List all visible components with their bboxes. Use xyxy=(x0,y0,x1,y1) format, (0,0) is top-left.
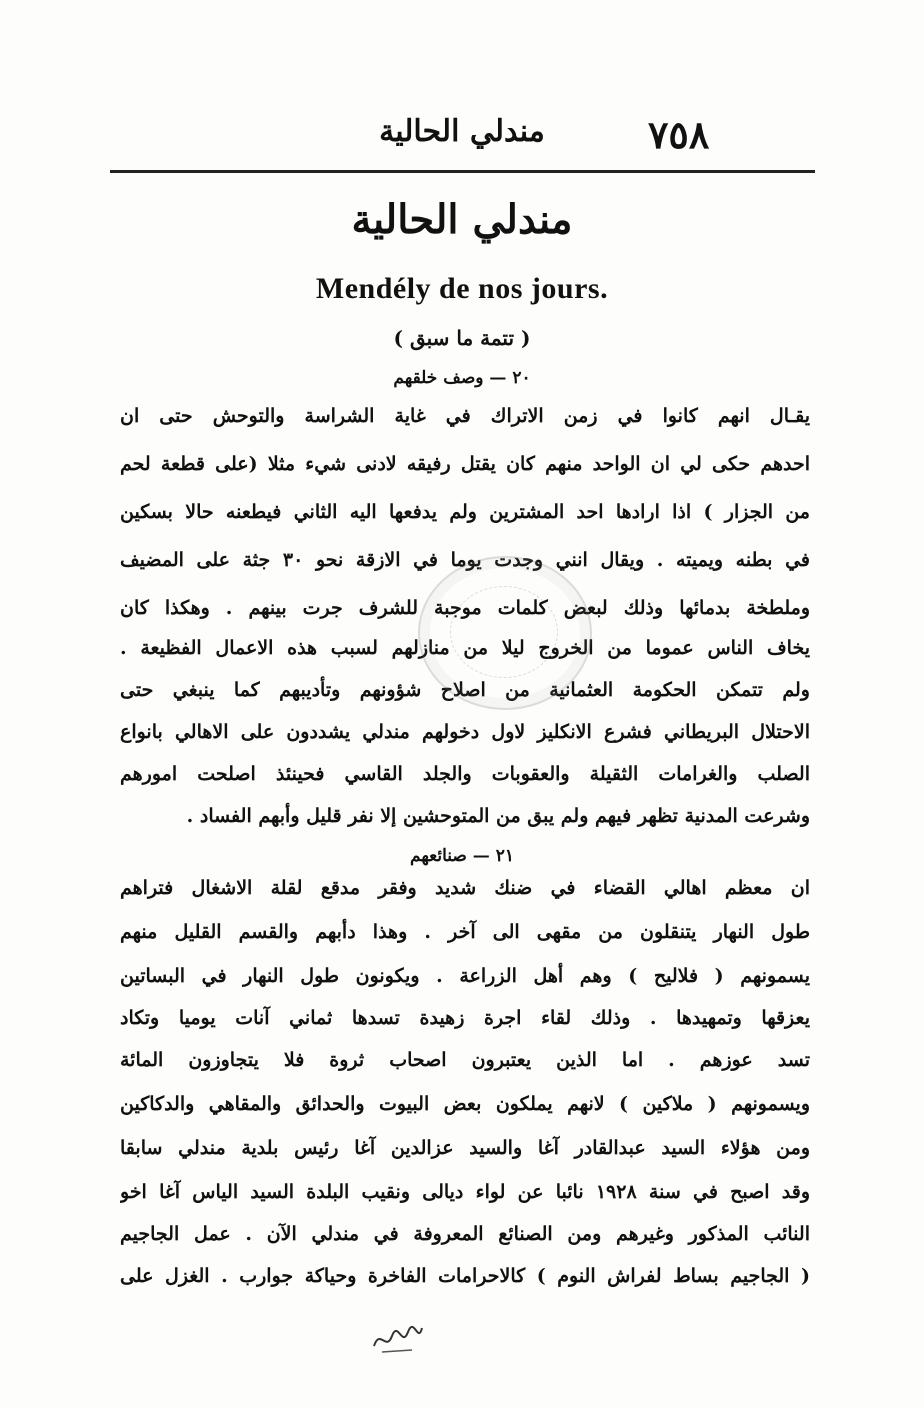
section-20-line: وملطخة بدمائها وذلك لبعض كلمات موجبة للشرف جرت بينهم . وهكذا كان xyxy=(120,597,810,619)
section-21-line: ( الجاجيم بساط لفراش النوم ) كالاحرامات الفاخرة وحياكة جوارب . الغزل على xyxy=(120,1265,810,1287)
article-title: مندلي الحالية xyxy=(351,196,573,243)
section-20-line: احدهم حكى لي ان الواحد منهم كان يقتل رفيقه لادنى شيء مثلا (على قطعة لحم xyxy=(120,453,810,475)
section-21-line: طول النهار يتنقلون من مقهى الى آخر . وهذا دأبهم والقسم القليل منهم xyxy=(120,921,810,943)
continued-note: ( تتمة ما سبق ) xyxy=(393,326,531,350)
section-20-line: يقـال انهم كانوا في زمن الاتراك في غاية الشراسة والتوحش حتى ان xyxy=(120,405,810,427)
section-21-line: ان معظم اهالي القضاء في ضنك شديد وفقر مدقع لقلة الاشغال فتراهم xyxy=(120,877,810,899)
header-rule xyxy=(110,170,815,173)
section-20-line: ولم تتمكن الحكومة العثمانية من اصلاح شؤونهم وتأديبهم كما ينبغي حتى xyxy=(120,679,810,701)
page-number: ٧٥٨ xyxy=(648,112,710,157)
library-stamp xyxy=(418,556,592,710)
section-21-line: ويسمونهم ( ملاكين ) لانهم يملكون بعض البيوت والحدائق والمقاهي والدكاكين xyxy=(120,1093,810,1115)
section-20-line: من الجزار ) اذا ارادها احد المشترين ولم يدفعها اليه الثاني فيطعنه حالا بسكين xyxy=(120,501,810,523)
section-20-line: في بطنه ويميته . ويقال انني وجدت يوما في الازقة نحو ٣٠ جثة على المضيف xyxy=(120,549,810,571)
section-20-line: الصلب والغرامات الثقيلة والعقوبات والجلد القاسي فحينئذ اصلحت امورهم xyxy=(120,763,810,785)
section-21-heading: ٢١ — صنائعهم xyxy=(410,846,514,866)
section-20-line: يخاف الناس عموما من الخروج ليلا من منازلهم لسبب هذه الاعمال الفظيعة . xyxy=(120,637,810,659)
library-stamp-inner xyxy=(450,586,558,678)
section-20-line: وشرعت المدنية تظهر فيهم ولم يبق من المتوحشين إلا نفر قليل وأبهم الفساد . xyxy=(186,805,810,827)
running-head xyxy=(112,112,812,160)
section-21-line: وقد اصبح في سنة ١٩٢٨ نائبا عن لواء ديالى ونقيب البلدة السيد الياس آغا اخو xyxy=(120,1181,810,1203)
article-french-title: Mendély de nos jours. xyxy=(315,272,609,305)
running-title: مندلي الحالية xyxy=(379,114,545,149)
section-21-line: النائب المذكور وغيرهم ومن الصنائع المعروفة في مندلي الآن . عمل الجاجيم xyxy=(120,1223,810,1245)
section-20-heading: ٢٠ — وصف خلقهم xyxy=(393,368,531,388)
section-21-line: يسمونهم ( فلاليح ) وهم أهل الزراعة . ويكونون طول النهار في البساتين xyxy=(120,965,810,987)
section-20-line: الاحتلال البريطاني فشرع الانكليز لاول دخولهم مندلي يشددون على الاهالي بانواع xyxy=(120,721,810,743)
section-21-line: تسد عوزهم . اما الذين يعتبرون اصحاب ثروة فلا يتجاوزون المائة xyxy=(120,1049,810,1071)
section-21-line: ومن هؤلاء السيد عبدالقادر آغا والسيد عزالدين آغا رئيس بلدية مندلي سابقا xyxy=(120,1137,810,1159)
handwritten-signature xyxy=(368,1318,428,1358)
section-21-line: يعزقها وتمهيدها . وذلك لقاء اجرة زهيدة تسدها ثماني آنات يوميا وتكاد xyxy=(120,1007,810,1029)
